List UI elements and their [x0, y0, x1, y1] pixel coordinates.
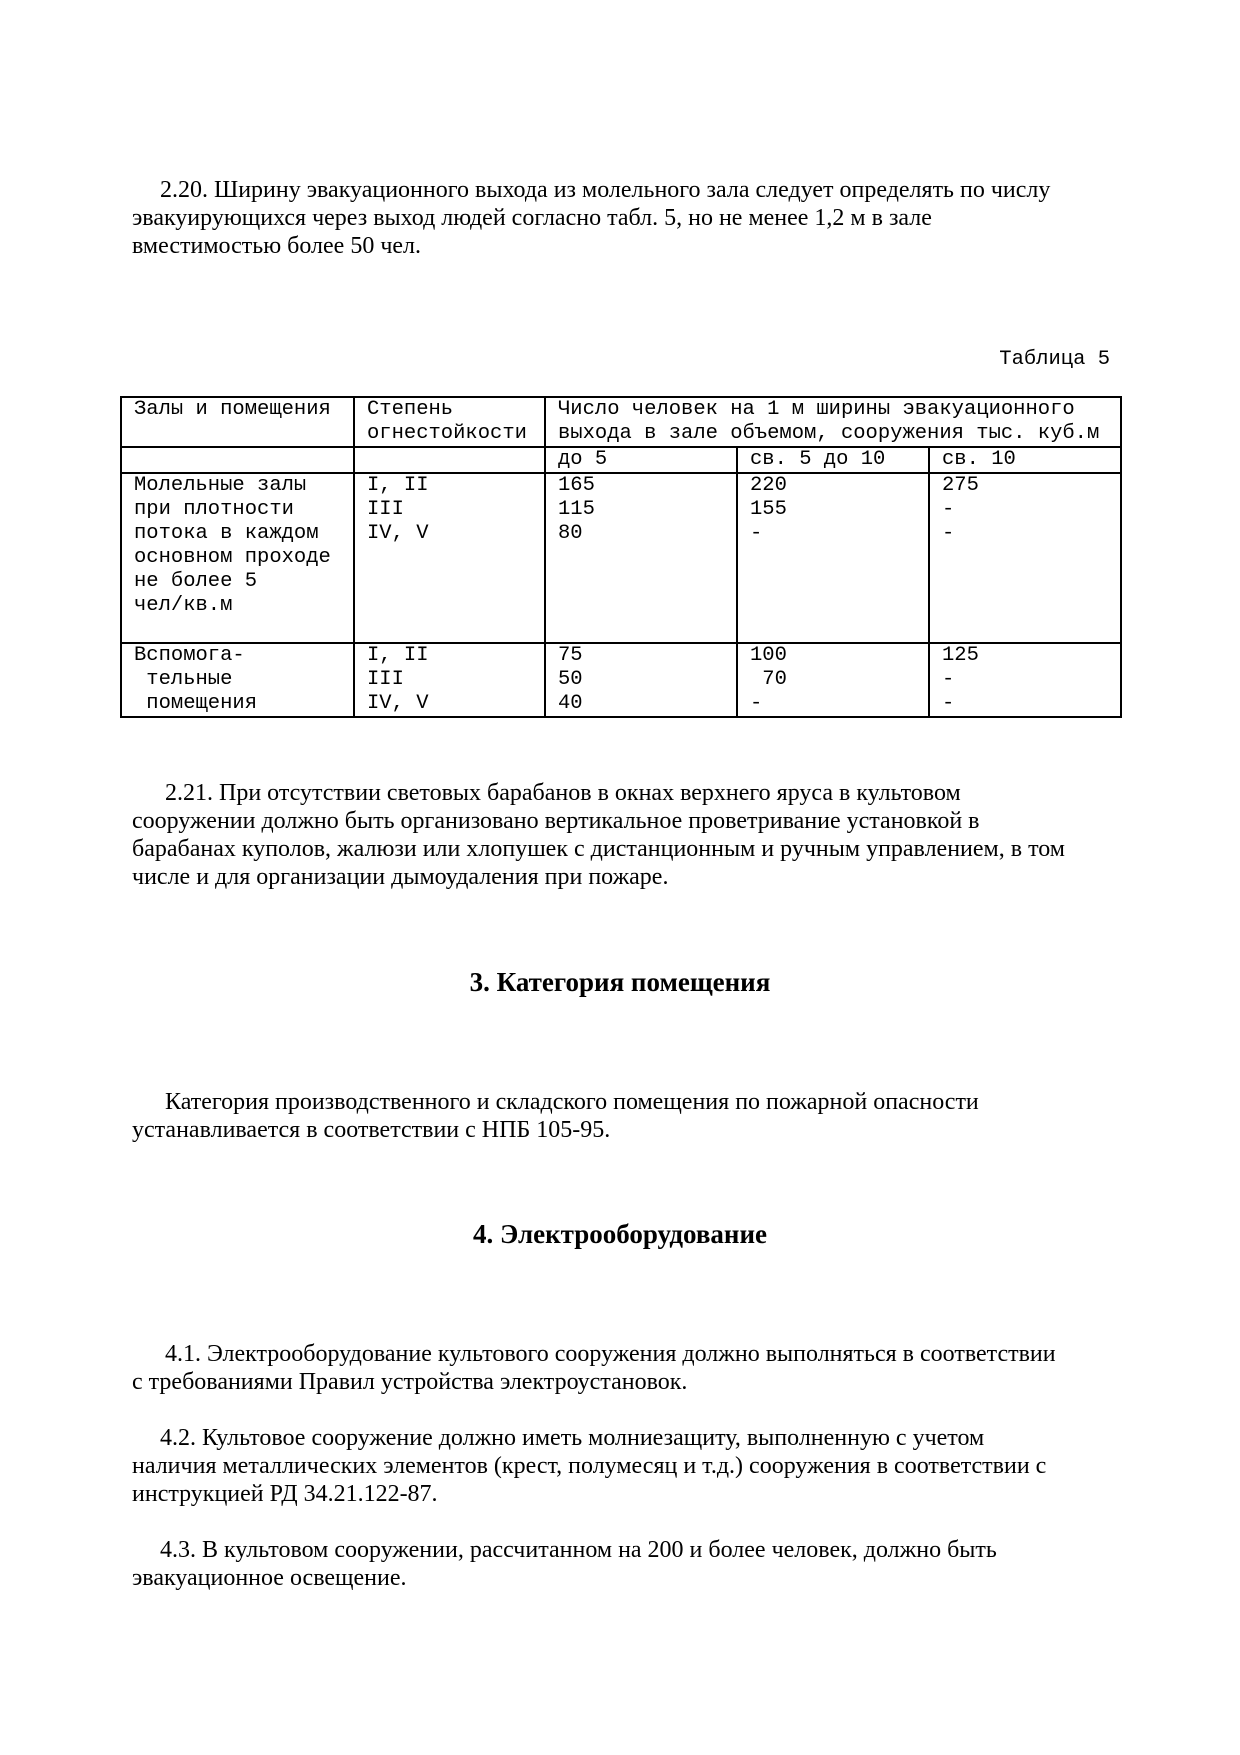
- paragraph-4-3: [132, 1536, 1122, 1592]
- table-5: [120, 396, 1122, 718]
- header-cell-people-per-meter: Число человек на 1 м ширины эвакуационного выхода в зале объемом, сооружения тыс. куб.м: [545, 397, 1121, 447]
- subheader-cell: св. 10: [929, 447, 1121, 473]
- paragraph-line: 4.1. Электрооборудование культового сооружения должно выполняться в соответствии: [165, 1341, 1056, 1367]
- paragraph-line: числе и для организации дымоудаления при пожаре.: [132, 864, 669, 890]
- table-cell: Молельные залы при плотности потока в каждом основном проходе не более 5 чел/кв.м: [121, 473, 354, 643]
- paragraph-line: 4.2. Культовое сооружение должно иметь молниезащиту, выполненную с учетом: [160, 1425, 985, 1451]
- paragraph-4-2: [132, 1424, 1122, 1508]
- paragraph-line: эвакуирующихся через выход людей согласно табл. 5, но не менее 1,2 м в зале: [132, 205, 932, 231]
- paragraph-4-1: [132, 1340, 1122, 1396]
- table-cell: I, II III IV, V: [354, 643, 545, 717]
- paragraph-line: 4.3. В культовом сооружении, рассчитанном на 200 и более человек, должно быть: [160, 1537, 997, 1563]
- paragraph-line: с требованиями Правил устройства электроустановок.: [132, 1369, 688, 1395]
- table-row: [121, 473, 1121, 643]
- paragraph-line: инструкцией РД 34.21.122-87.: [132, 1481, 438, 1507]
- paragraph-line: вместимостью более 50 чел.: [132, 233, 422, 259]
- table-cell: Вспомога- тельные помещения: [121, 643, 354, 717]
- header-cell-fire-resistance: Степень огнестойкости: [354, 397, 545, 447]
- paragraph-line: барабанах куполов, жалюзи или хлопушек с дистанционным и ручным управлением, в том: [132, 836, 1065, 862]
- table-subheader-row: [121, 447, 1121, 473]
- table-header-row: [121, 397, 1121, 447]
- paragraph-line: наличия металлических элементов (крест, полумесяц и т.д.) сооружения в соответствии с: [132, 1453, 1047, 1479]
- paragraph-line: сооружении должно быть организовано вертикальное проветривание установкой в: [132, 808, 980, 834]
- paragraph-line: эвакуационное освещение.: [132, 1565, 407, 1591]
- table-cell: 75 50 40: [545, 643, 737, 717]
- table-cell: 165 115 80: [545, 473, 737, 643]
- subheader-cell: [354, 447, 545, 473]
- section-3-heading: 3. Категория помещения: [469, 967, 771, 997]
- section-3-paragraph: [132, 1088, 1122, 1144]
- paragraph-line: 2.21. При отсутствии световых барабанов в окнах верхнего яруса в культовом: [165, 780, 961, 806]
- table-row: [121, 643, 1121, 717]
- paragraph-line: 2.20. Ширину эвакуационного выхода из молельного зала следует определять по числу: [160, 177, 1051, 203]
- table-cell: 220 155 -: [737, 473, 929, 643]
- paragraph-line: устанавливается в соответствии с НПБ 105-95.: [132, 1117, 611, 1143]
- table-cell: 125 - -: [929, 643, 1121, 717]
- subheader-cell: св. 5 до 10: [737, 447, 929, 473]
- subheader-cell: до 5: [545, 447, 737, 473]
- table-cell: 100 70 -: [737, 643, 929, 717]
- section-4-heading: 4. Электрооборудование: [472, 1219, 768, 1249]
- table-caption: Таблица 5: [999, 348, 1110, 371]
- paragraph-2-21: [132, 779, 1122, 891]
- paragraph-2-20: [132, 176, 1122, 260]
- subheader-cell: [121, 447, 354, 473]
- header-cell-halls: Залы и помещения: [121, 397, 354, 447]
- table-cell: 275 - -: [929, 473, 1121, 643]
- table-cell: I, II III IV, V: [354, 473, 545, 643]
- paragraph-line: Категория производственного и складского помещения по пожарной опасности: [165, 1089, 979, 1115]
